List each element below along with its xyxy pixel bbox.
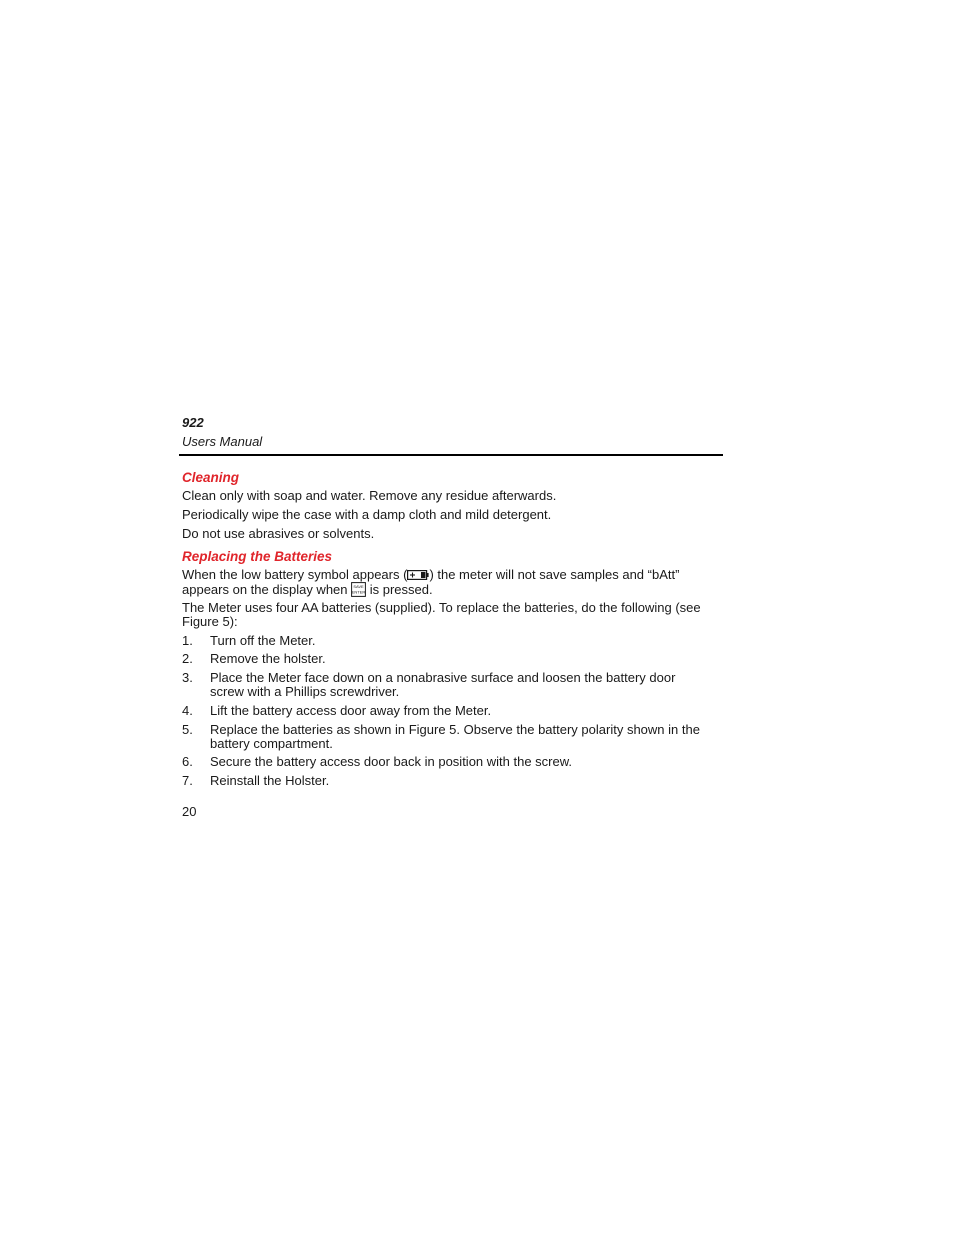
battery-procedure-paragraph	[182, 601, 723, 629]
battery-intro-text-1: When the low battery symbol appears (	[182, 567, 408, 582]
list-item-number: 6.	[182, 754, 193, 769]
list-item-number: 3.	[182, 670, 193, 685]
list-item-text: Turn off the Meter.	[210, 633, 316, 648]
battery-procedure-line: Figure 5):	[182, 614, 238, 629]
battery-intro-text-2: ) the meter will not save samples and “bAtt” appears on the display when	[182, 567, 680, 597]
header-divider	[179, 454, 723, 456]
list-item-text: Lift the battery access door away from the Meter.	[210, 703, 492, 718]
battery-intro-text-3: is pressed.	[366, 582, 433, 597]
list-item-number: 4.	[182, 703, 193, 718]
cleaning-paragraph: Clean only with soap and water. Remove any residue afterwards.	[182, 488, 557, 503]
manual-page	[182, 0, 723, 1235]
section-title-replacing-batteries: Replacing the Batteries	[182, 549, 333, 564]
enter-key-label: ENTER	[351, 589, 366, 595]
save-key-label: SAVE	[353, 584, 364, 590]
list-item-text: Remove the holster.	[210, 651, 326, 666]
list-item-text: screw with a Phillips screwdriver.	[210, 684, 400, 699]
battery-procedure-line: The Meter uses four AA batteries (supplied). To replace the batteries, do the following (see	[182, 600, 701, 615]
list-item-number: 1.	[182, 633, 193, 648]
header-manual-title: Users Manual	[182, 434, 263, 449]
list-item-number: 2.	[182, 651, 193, 666]
battery-intro-paragraph	[182, 568, 692, 597]
cleaning-paragraph: Do not use abrasives or solvents.	[182, 526, 375, 541]
list-item-text: Secure the battery access door back in position with the screw.	[210, 754, 573, 769]
list-item-text: Place the Meter face down on a nonabrasive surface and loosen the battery door	[210, 670, 676, 685]
list-item-text: Reinstall the Holster.	[210, 773, 330, 788]
section-title-cleaning: Cleaning	[182, 470, 240, 485]
list-item-text: Replace the batteries as shown in Figure 5. Observe the battery polarity shown in the	[210, 722, 700, 737]
cleaning-paragraph: Periodically wipe the case with a damp cloth and mild detergent.	[182, 507, 552, 522]
low-battery-icon	[407, 569, 429, 579]
list-item-text: battery compartment.	[210, 736, 333, 751]
list-item-number: 5.	[182, 722, 193, 737]
page-number: 20	[182, 804, 197, 819]
save-enter-key-icon	[351, 582, 366, 597]
list-item-number: 7.	[182, 773, 193, 788]
header-model-number: 922	[182, 415, 204, 430]
